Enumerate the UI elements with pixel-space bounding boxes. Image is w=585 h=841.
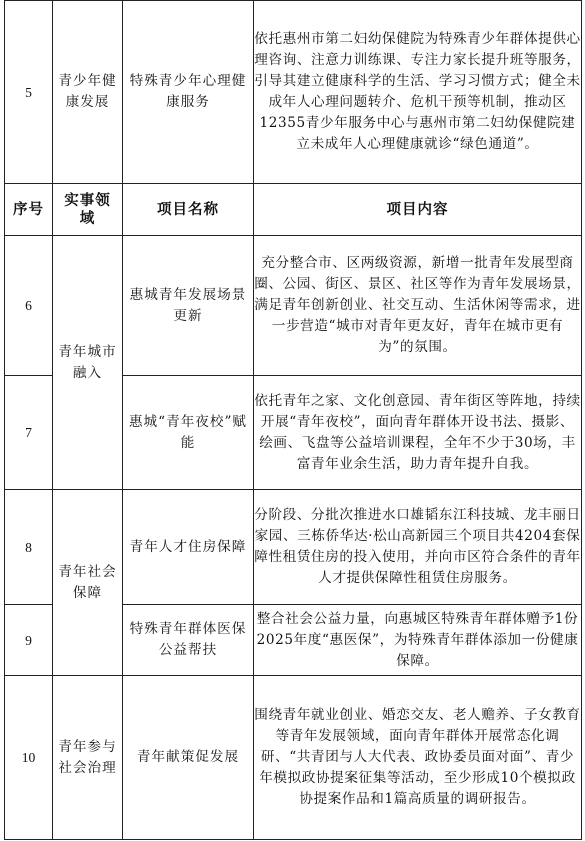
table-row: [5, 490, 582, 605]
header-number: 序号: [5, 184, 53, 236]
project-name-cell: 惠城青年发展场景更新: [123, 236, 254, 376]
project-content-cell: 依托惠州市第二妇幼保健院为特殊青少年群体提供心理咨询、注意力训练课、专注力家长提升班等服务，引导其建立健康科学的生活、学习习惯方式；健全未成年人心理问题转介、危机干预等机制，推动区12355青少年服务中心与惠州市第二妇幼保健院建立未成年人心理健康就诊“绿色通道”。: [254, 1, 582, 184]
project-content-cell: 分阶段、分批次推进水口雄韬东江科技城、龙丰丽日家园、三栋侨华达·松山高新园三个项目共4204套保障性租赁住房的投入使用，并向市区符合条件的青年人才提供保障性租赁住房服务。: [254, 490, 582, 605]
row-number: 10: [5, 676, 53, 840]
table-row: [5, 676, 582, 840]
youth-projects-table: [4, 0, 582, 840]
field-cell: 青年城市融入: [53, 236, 123, 490]
project-name-cell: 青年献策促发展: [123, 676, 254, 840]
row-number: 6: [5, 236, 53, 376]
header-field: 实事领域: [53, 184, 123, 236]
field-cell: 青年参与社会治理: [53, 676, 123, 840]
project-content-cell: 整合社会公益力量，向惠城区特殊青年群体赠予1份2025年度“惠医保”，为特殊青年群体添加一份健康保障。: [254, 605, 582, 676]
project-name-cell: 青年人才住房保障: [123, 490, 254, 605]
project-content-cell: 充分整合市、区两级资源，新增一批青年发展型商圈、公园、街区、景区、社区等作为青年发展场景，满足青年创新创业、社交互动、生活休闲等需求，进一步营造“城市对青年更友好，青年在城市更有为”的氛围。: [254, 236, 582, 376]
project-content-cell: 围绕青年就业创业、婚恋交友、老人赡养、子女教育等青年发展领域，面向青年群体开展常态化调研、“共青团与人大代表、政协委员面对面”、青少年模拟政协提案征集等活动，至少形成10个模拟政协提案作品和1篇高质量的调研报告。: [254, 676, 582, 840]
project-content-cell: 依托青年之家、文化创意园、青年街区等阵地，持续开展“青年夜校”，面向青年群体开设书法、摄影、绘画、飞盘等公益培训课程，全年不少于30场，丰富青年业余生活，助力青年提升自我。: [254, 376, 582, 490]
table-header-row: [5, 184, 582, 236]
project-name-cell: 特殊青少年心理健康服务: [123, 1, 254, 184]
row-number: 5: [5, 1, 53, 184]
field-cell: 青少年健康发展: [53, 1, 123, 184]
row-number: 9: [5, 605, 53, 676]
field-cell: 青年社会保障: [53, 490, 123, 676]
project-name-cell: 惠城“青年夜校”赋能: [123, 376, 254, 490]
table-row: [5, 1, 582, 184]
table-row: [5, 236, 582, 376]
row-number: 7: [5, 376, 53, 490]
row-number: 8: [5, 490, 53, 605]
project-name-cell: 特殊青年群体医保公益帮扶: [123, 605, 254, 676]
header-project-name: 项目名称: [123, 184, 254, 236]
header-project-content: 项目内容: [254, 184, 582, 236]
